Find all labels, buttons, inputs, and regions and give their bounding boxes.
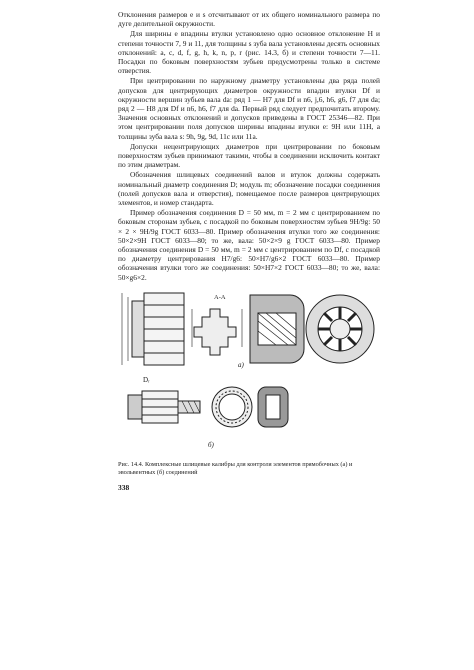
paragraph-6: Пример обозначения соединения D = 50 мм, m = 2 мм с центрированием по боковым сторонам зубьев, с посадкой по боковым поверхностям зубьев 9H/9g: 50 × 2 × 9H/9g ГОСТ 6033—80. Пример обозначения втулки того же соединения: 50×2×9H ГОСТ 6033—80; то же, вала: 50×2×9 g ГОСТ 6033—80. Пример обозначения соединения D = 50 мм, m = 2 мм с центрированием по Df, с посадкой по диаметру центрирования H7/g6: 50×H7/g6×2 ГОСТ 6033—80. Пример обозначения втулки того же соединения: 50×H7×2 ГОСТ 6033—80; то же, вала: 50×g6×2. [118, 208, 380, 282]
ring-gauge-front [306, 295, 374, 363]
ring-gauge-section [250, 295, 304, 363]
gauge-drawings [118, 287, 380, 459]
figure-gauges [118, 287, 380, 459]
involute-plug-side [128, 391, 200, 423]
document-page [118, 10, 380, 500]
involute-ring-side [258, 387, 288, 427]
figure-caption: Рис. 14.4. Комплексные шлицевые калибры для контроля элементов прямобочных (а) и эвольвентных (б) соединений [118, 460, 353, 476]
label-b: б) [208, 440, 214, 449]
section-a-a [192, 309, 242, 355]
plug-gauge-side-view [122, 293, 184, 365]
paragraph-4: Допуски нецентрирующих диаметров при центрировании по боковым поверхностям зубьев принимают такими, чтобы в соединении исключить контакт по этим диаметрам. [118, 141, 380, 170]
paragraph-2: Для ширины e впадины втулки установлено одно основное отклонение H и степени точности 7, 9 и 11, для толщины s зуба вала установлены десять основных отклонений: a, c, d, f, g, h, k, n, p, r (рис. 14.3, б) и степени точности 7—11. Посадки по боковым поверхностям зубьев предусмотрены только в системе отверстия. [118, 29, 380, 76]
paragraph-5: Обозначения шлицевых соединений валов и втулок должны содержать номинальный диаметр соединения D; модуль m; обозначение посадки соединения (полей допусков вала и отверстия), помещаемое после размеров центрирующих элементов, и номер стандарта. [118, 170, 380, 208]
section-label: А-А [214, 293, 226, 301]
involute-plug-front [212, 387, 252, 427]
paragraph-1: Отклонения размеров e и s отсчитывают от их общего номинального размера по дуге делительной окружности. [118, 10, 380, 29]
paragraph-3: При центрировании по наружному диаметру установлены два ряда полей допусков для центрирующих диаметров окружности впадин втулки Df и окружности вершин зубьев вала da: ряд 1 — H7 для Df и n6, j,6, h6, g6, f7 для da; ряд 2 — H8 для Df и n6, h6, f7 для da. Первый ряд следует предпочитать второму. Значения основных отклонений и допусков приведены в ГОСТ 25346—82. При этом центрировании поля допусков ширины впадины втулки e: 9H или 11H, а толщины зуба вала s: 9h, 9g, 9d, 11c или 11a. [118, 76, 380, 141]
label-a: а) [238, 360, 244, 369]
dim-label: Dᵣ [143, 375, 150, 384]
page-number: 338 [118, 483, 130, 493]
